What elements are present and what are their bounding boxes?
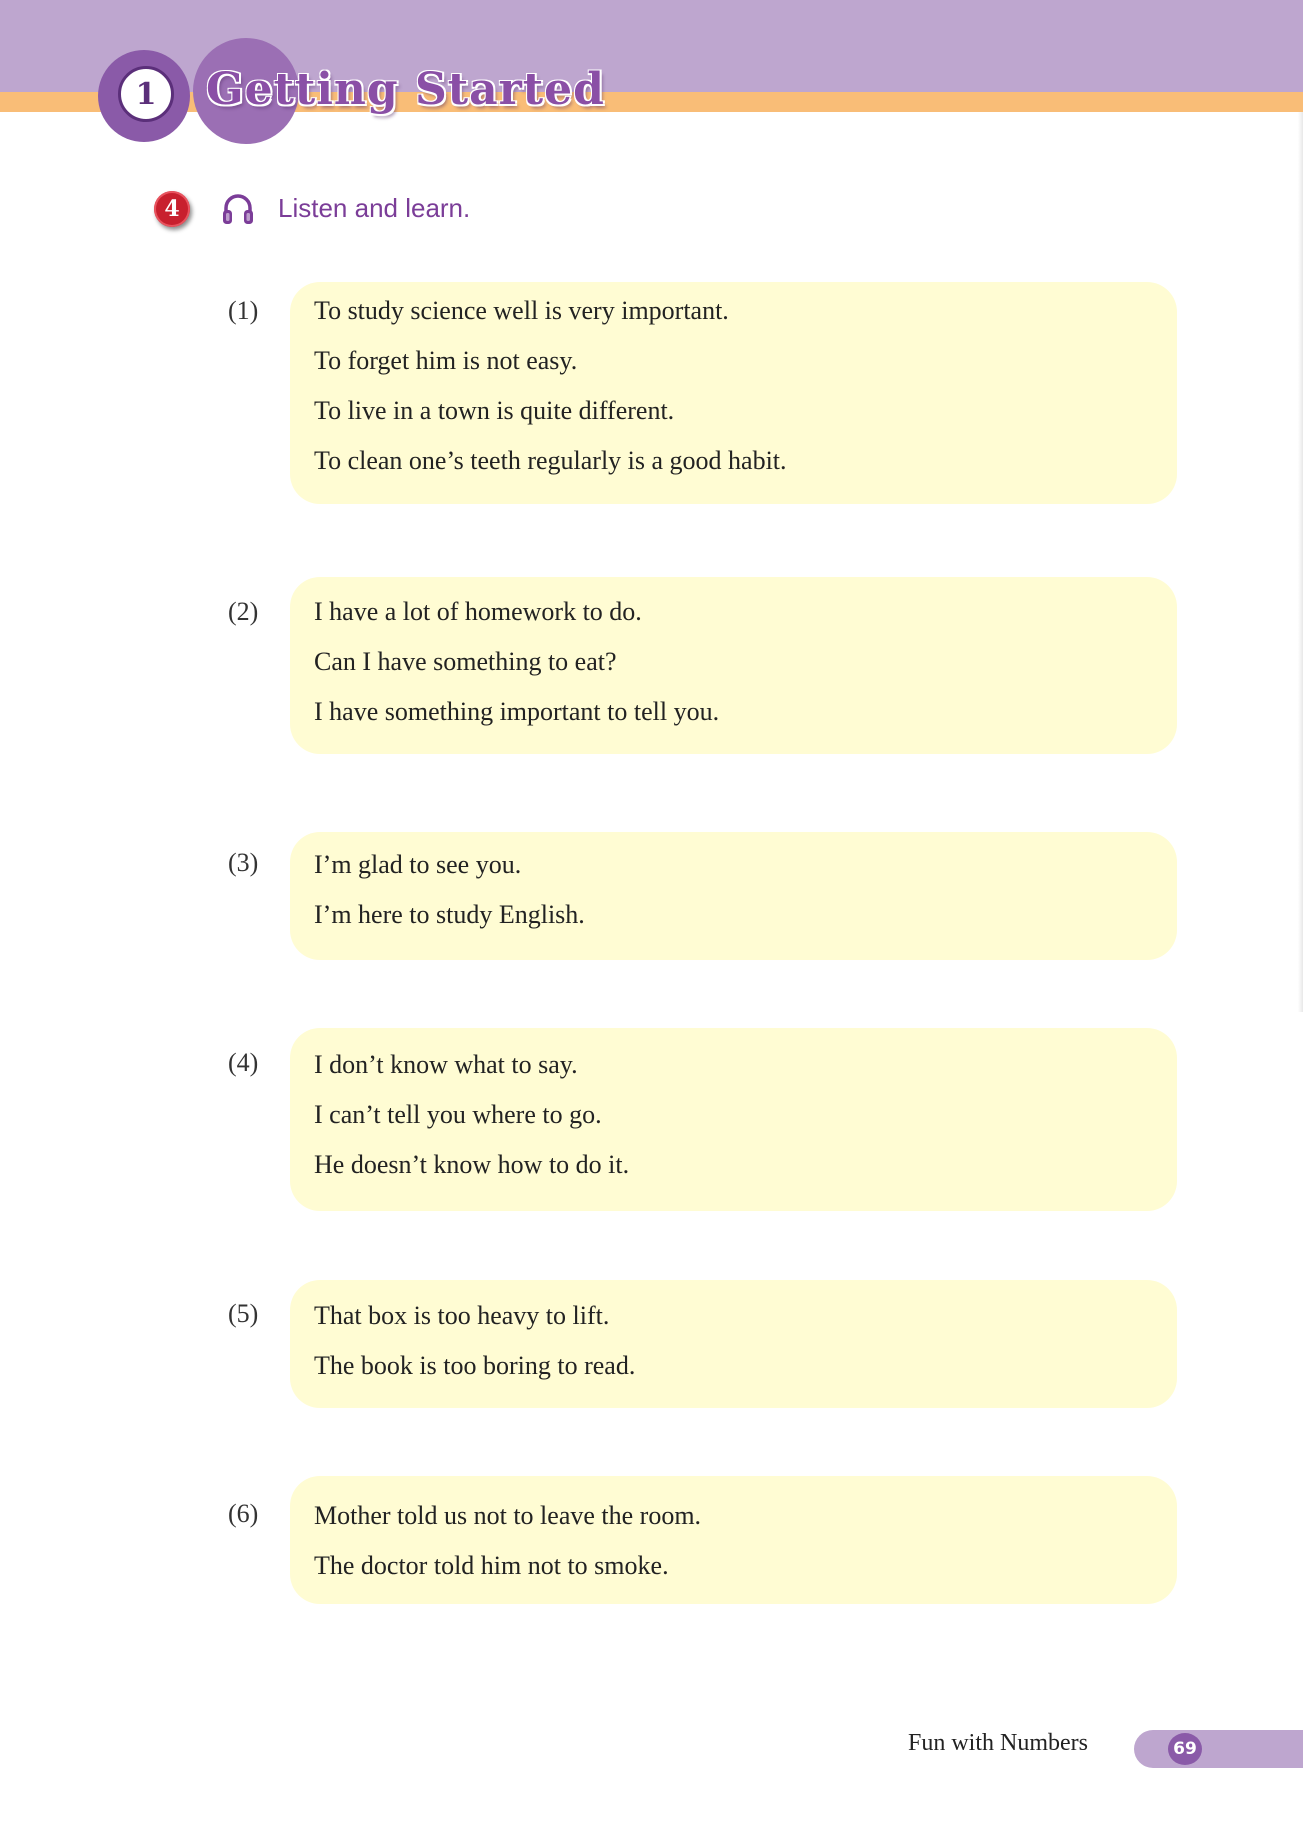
page-title: Getting Started [206, 64, 605, 115]
sentence: I’m here to study English. [314, 900, 585, 929]
sentence-box [290, 832, 1177, 960]
sentence: To clean one’s teeth regularly is a good habit. [314, 446, 787, 475]
sentence: Can I have something to eat? [314, 647, 617, 676]
footer-unit-title: Fun with Numbers [908, 1730, 1088, 1756]
item-number: (4) [228, 1048, 259, 1077]
sentence-box [290, 1476, 1177, 1604]
item-number: (2) [228, 597, 259, 626]
item-number: (1) [228, 296, 259, 325]
sentence: To live in a town is quite different. [314, 396, 675, 425]
section-number: 1 [118, 66, 174, 122]
page-number: 69 [1168, 1733, 1202, 1765]
activity-instruction: Listen and learn. [278, 193, 471, 223]
sentence: The doctor told him not to smoke. [314, 1551, 669, 1580]
sentence: I can’t tell you where to go. [314, 1100, 602, 1129]
page-edge [1298, 112, 1303, 1012]
footer-tab [1134, 1730, 1303, 1768]
sentence: That box is too heavy to lift. [314, 1301, 610, 1330]
item-number: (5) [228, 1299, 259, 1328]
headphones-icon [220, 191, 256, 227]
sentence: I don’t know what to say. [314, 1050, 578, 1079]
track-number-badge: 4 [154, 191, 190, 227]
sentence-box [290, 1028, 1177, 1211]
sentence: I have a lot of homework to do. [314, 597, 642, 626]
sentence: I’m glad to see you. [314, 850, 522, 879]
sentence: I have something important to tell you. [314, 697, 720, 726]
sentence-box [290, 1280, 1177, 1408]
sentence: He doesn’t know how to do it. [314, 1150, 630, 1179]
sentence: To study science well is very important. [314, 296, 729, 325]
sentence: The book is too boring to read. [314, 1351, 636, 1380]
sentence-box [290, 282, 1177, 504]
item-number: (3) [228, 848, 259, 877]
sentence: Mother told us not to leave the room. [314, 1501, 702, 1530]
item-number: (6) [228, 1499, 259, 1528]
sentence: To forget him is not easy. [314, 346, 578, 375]
sentence-box [290, 577, 1177, 754]
